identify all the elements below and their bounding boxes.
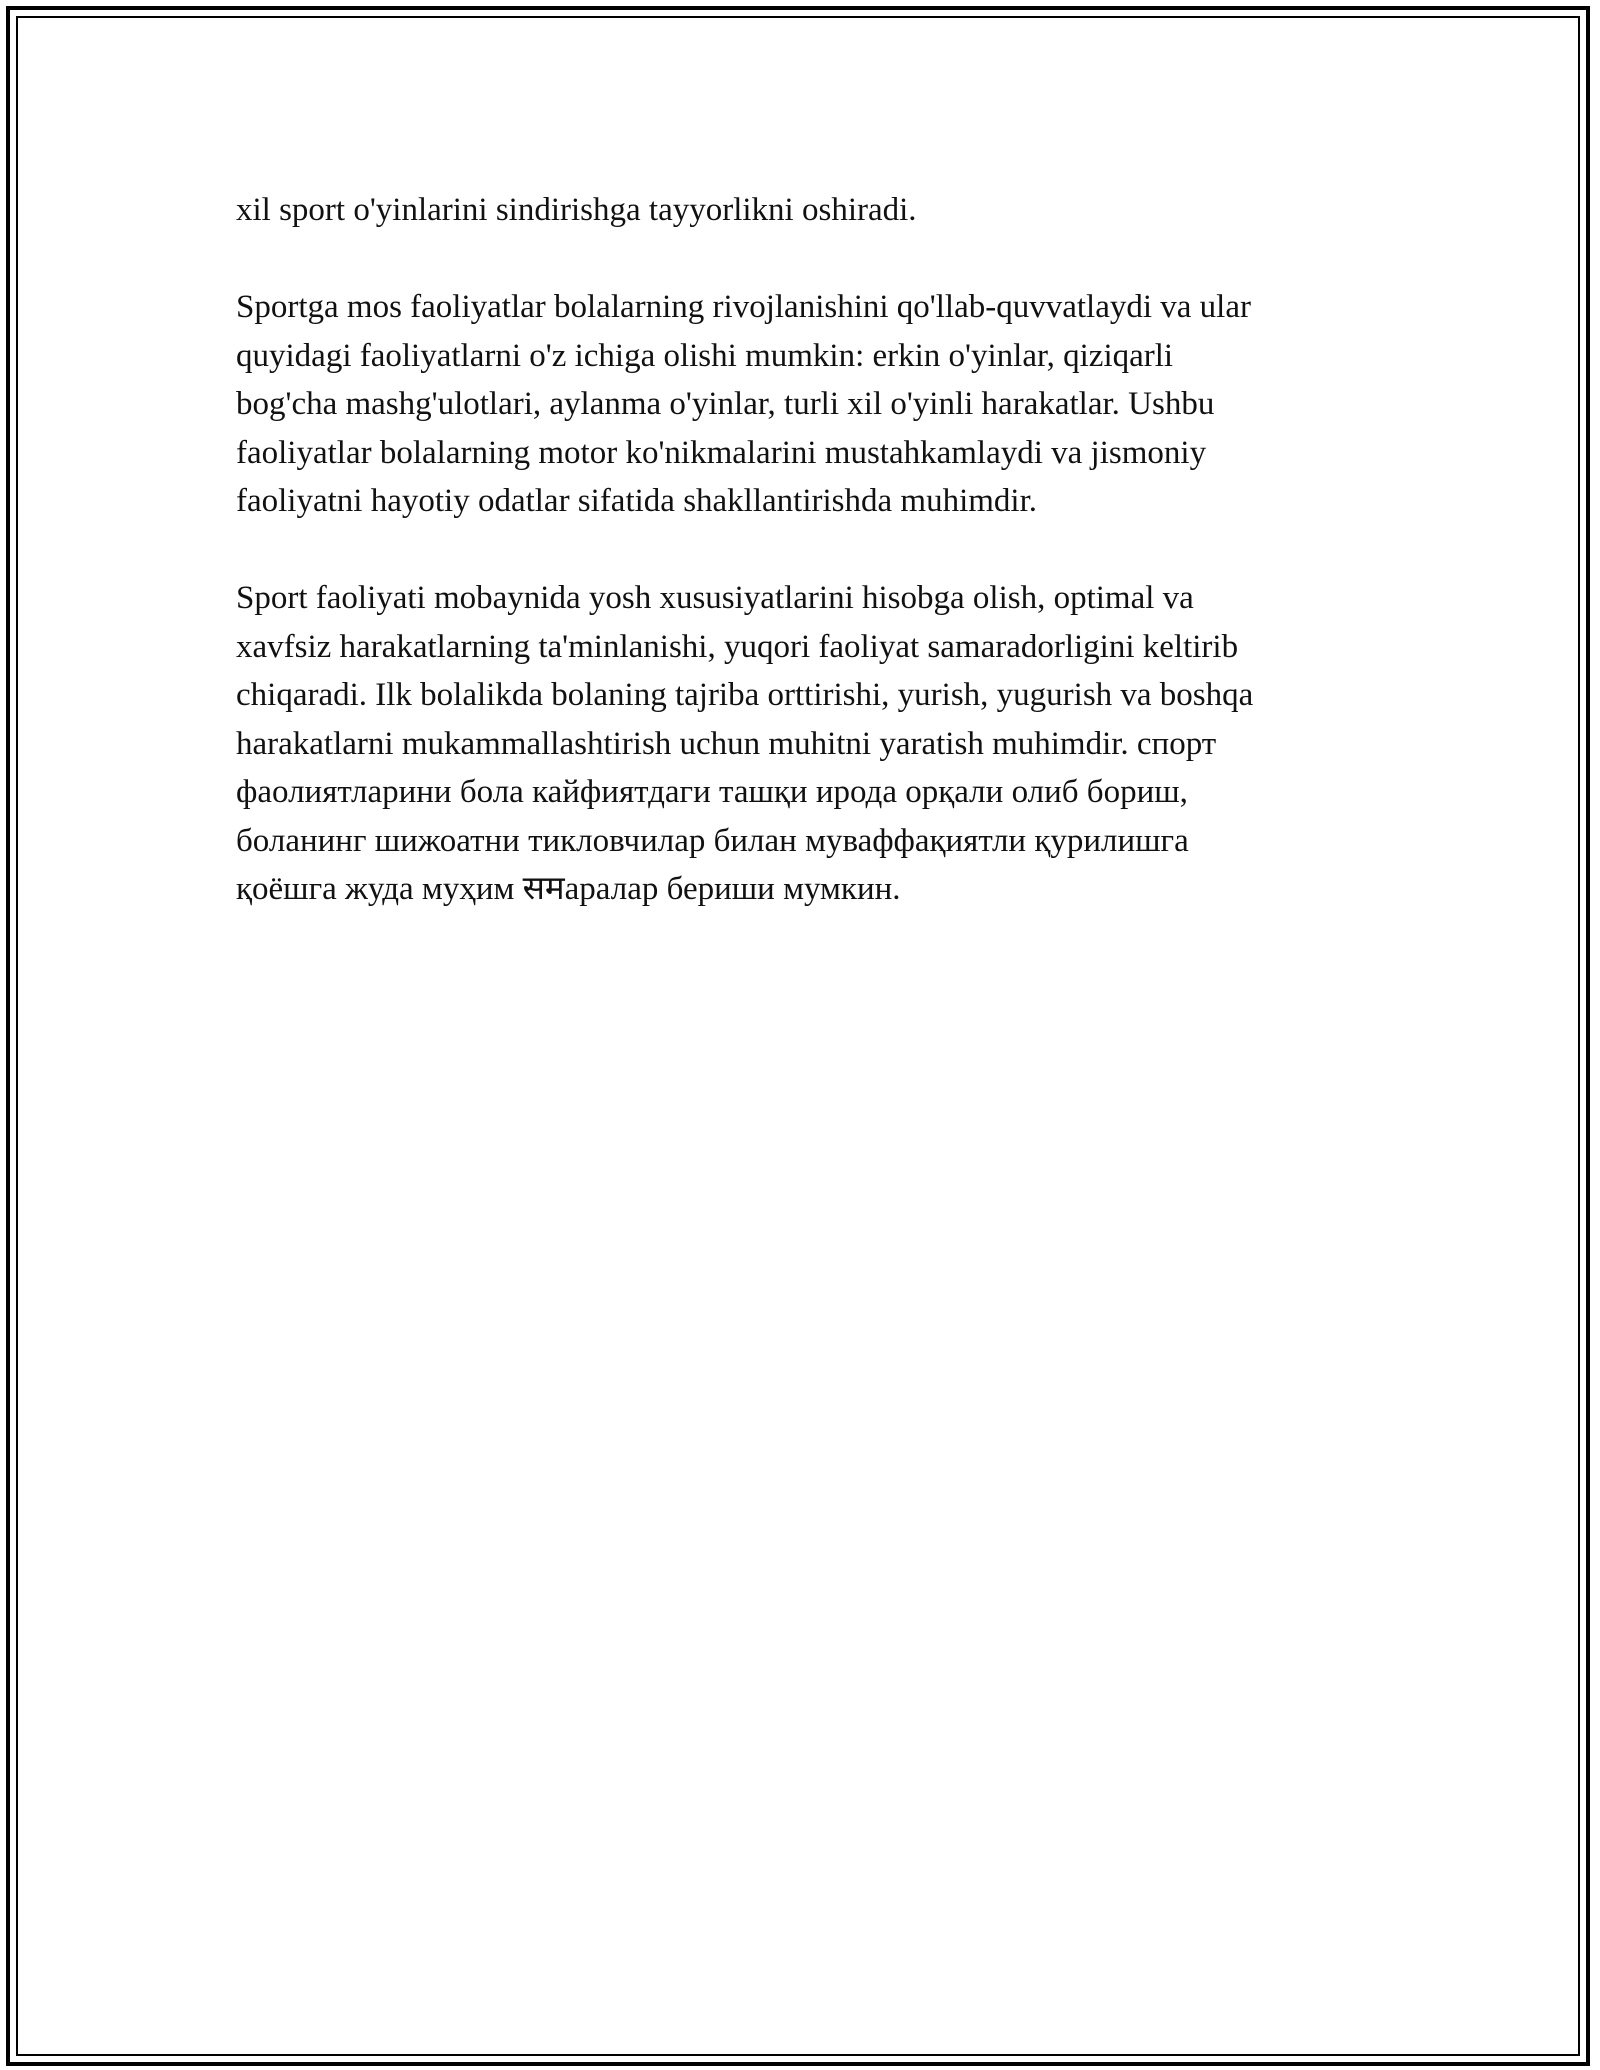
paragraph-2 [236,283,1386,526]
text-line: chiqaradi. Ilk bolalikda bolaning tajriba orttirishi, yurish, yugurish va boshqa [236,677,1254,713]
paragraph-1 [236,186,1386,235]
text-line: bog'cha mashg'ulotlari, aylanma o'yinlar, turli xil o'yinli harakatlar. Ushbu [236,386,1215,422]
text-line: боланинг шижоатни тикловчилар билан муваффақиятли қурилишга [236,822,1189,859]
text-line: harakatlarni mukammallashtirish uchun muhitni yaratish muhimdir. спорт [236,725,1217,762]
text-line: xil sport o'yinlarini sindirishga tayyorlikni oshiradi. [236,192,917,228]
text-line: Sport faoliyati mobaynida yosh xususiyatlarini hisobga olish, optimal va [236,580,1194,616]
text-line: quyidagi faoliyatlarni o'z ichiga olishi mumkin: erkin o'yinlar, qiziqarli [236,337,1174,374]
document-body [236,186,1386,962]
text-line: faoliyatlar bolalarning motor ko'nikmalarini mustahkamlaydi va jismoniy [236,434,1207,471]
text-line: xavfsiz harakatlarning ta'minlanishi, yuqori faoliyat samaradorligini keltirib [236,628,1239,665]
text-line: фаолиятларини бола кайфиятдаги ташқи ирода орқали олиб бориш, [236,774,1188,810]
text-line: Sportga mos faoliyatlar bolalarning rivojlanishini qo'llab-quvvatlaydi va ular [236,289,1251,325]
text-line: қоёшга жуда муҳим समаралар бериши мумкин. [236,871,901,907]
paragraph-3 [236,574,1386,914]
text-line: faoliyatni hayotiy odatlar sifatida shakllantirishda muhimdir. [236,483,1037,519]
